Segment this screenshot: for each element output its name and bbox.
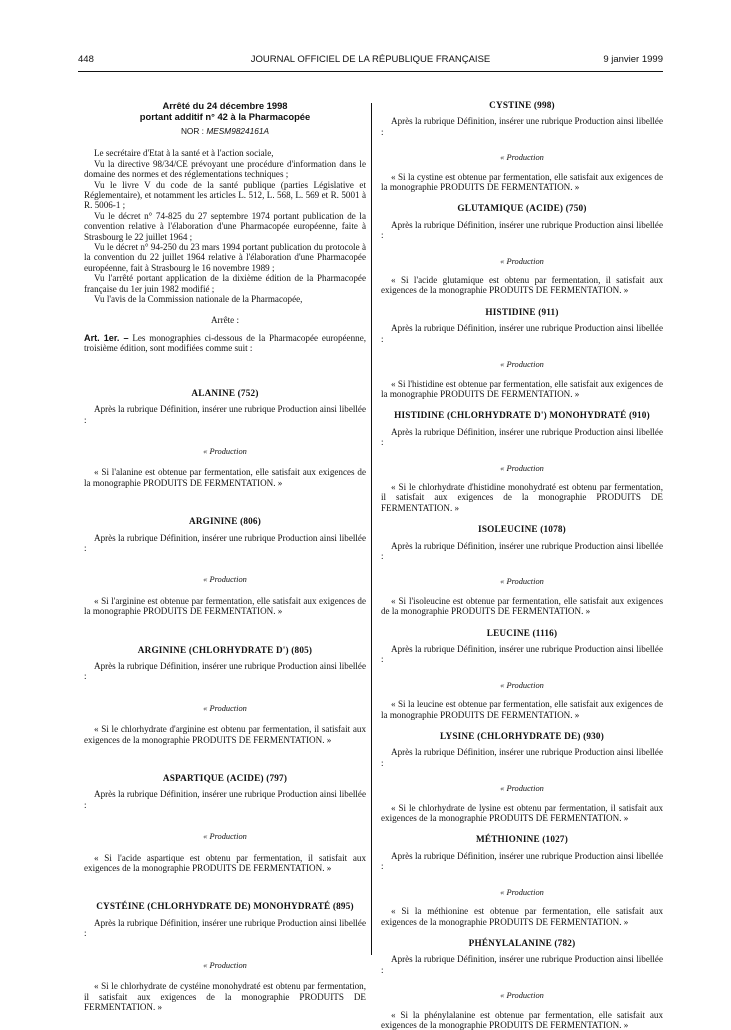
article-label: Art. 1er. –: [84, 332, 129, 343]
section-intro: Après la rubrique Définition, insérer une rubrique Production ainsi libellée :: [381, 644, 663, 665]
section-heading: ARGININE (806): [189, 516, 261, 527]
nor-reference: [84, 126, 366, 136]
monograph-section: [381, 410, 663, 513]
monograph-section: [84, 773, 366, 873]
monograph-section: [84, 388, 366, 488]
production-label: « Production: [500, 153, 544, 163]
monograph-section: [381, 203, 663, 295]
section-heading: HISTIDINE (911): [485, 306, 559, 317]
preamble-paragraph: Vu le décret n° 94-250 du 23 mars 1994 portant publication du protocole à la convention du 22 juillet 1964 relative à l'élaboration d'une Pharmacopée européenne, fait à Strasbourg le 16 novembre 1989 ;: [84, 242, 366, 273]
production-text: « Si le chlorhydrate d'histidine monohydraté est obtenu par fermentation, il satisfait aux exigences de la monographie PRODUITS DE FERMENTATION. »: [381, 481, 663, 513]
section-heading: ASPARTIQUE (ACIDE) (797): [162, 773, 288, 784]
section-heading: HISTIDINE (CHLORHYDRATE D') MONOHYDRATÉ (910): [394, 410, 650, 421]
production-text: « Si l'isoleucine est obtenue par fermentation, elle satisfait aux exigences de la monographie PRODUITS DE FERMENTATION. »: [381, 595, 663, 617]
production-label: « Production: [500, 680, 544, 690]
preamble-paragraph: Vu l'arrêté portant application de la dixième édition de la Pharmacopée française du 1er juin 1982 modifié ;: [84, 273, 366, 294]
arrete-title-line-2: portant additif n° 42 à la Pharmacopée: [139, 111, 311, 122]
section-heading: MÉTHIONINE (1027): [476, 834, 568, 845]
production-label: « Production: [203, 703, 247, 713]
preamble-paragraph: Vu le livre V du code de la santé publique (parties Législative et Réglementaire), et notamment les articles L. 512, L. 568, L. 569 et R. 5001 à R. 5006-1 ;: [84, 179, 366, 211]
production-text: « Si l'arginine est obtenue par fermentation, elle satisfait aux exigences de la monographie PRODUITS DE FERMENTATION. »: [84, 595, 366, 617]
monograph-section: [381, 731, 663, 823]
section-intro: Après la rubrique Définition, insérer une rubrique Production ainsi libellée :: [84, 789, 366, 810]
preamble-paragraph: Vu le décret n° 74-825 du 27 septembre 1974 portant publication de la convention relative à l'élaboration d'une Pharmacopée européenne, faite à Strasbourg le 22 juillet 1964 ;: [84, 210, 366, 242]
section-intro: Après la rubrique Définition, insérer une rubrique Production ainsi libellée :: [381, 954, 663, 975]
section-intro: Après la rubrique Définition, insérer une rubrique Production ainsi libellée :: [381, 426, 663, 448]
production-text: « Si l'acide glutamique est obtenu par fermentation, il satisfait aux exigences de la monographie PRODUITS DE FERMENTATION. »: [381, 275, 663, 296]
section-intro: Après la rubrique Définition, insérer une rubrique Production ainsi libellée :: [84, 404, 366, 425]
production-label: « Production: [500, 577, 544, 587]
monograph-section: [84, 516, 366, 616]
section-heading: PHÉNYLALANINE (782): [468, 937, 576, 948]
production-text: « Si l'alanine est obtenue par fermentation, elle satisfait aux exigences de la monographie PRODUITS DE FERMENTATION. »: [84, 467, 366, 488]
preamble-paragraph: Vu la directive 98/34/CE prévoyant une procédure d'information dans le domaine des normes et des réglementations techniques ;: [84, 158, 366, 180]
production-label: « Production: [500, 887, 544, 897]
monograph-section: [381, 307, 663, 399]
arrete-title: [84, 100, 366, 122]
section-heading: ALANINE (752): [191, 387, 259, 398]
page-header: [78, 54, 663, 70]
right-column: [381, 100, 663, 1030]
nor-label: NOR :: [180, 126, 204, 136]
production-label: « Production: [500, 256, 544, 266]
preamble-paragraph: Vu l'avis de la Commission nationale de la Pharmacopée,: [94, 294, 303, 305]
article-1: [84, 333, 366, 354]
monograph-section: [381, 524, 663, 616]
production-text: « Si la phénylalanine est obtenue par fermentation, elle satisfait aux exigences de la monographie PRODUITS DE FERMENTATION. »: [381, 1009, 663, 1030]
page-number: 448: [78, 54, 94, 65]
preamble-paragraph: Le secrétaire d'Etat à la santé et à l'action sociale,: [94, 148, 274, 159]
left-column: [84, 100, 366, 1012]
production-label: « Production: [500, 360, 544, 370]
section-heading: ARGININE (CHLORHYDRATE D') (805): [137, 644, 313, 655]
section-intro: Après la rubrique Définition, insérer une rubrique Production ainsi libellée :: [84, 532, 366, 553]
section-heading: LYSINE (CHLORHYDRATE DE) (930): [440, 731, 604, 742]
monograph-section: [381, 628, 663, 720]
section-intro: Après la rubrique Définition, insérer une rubrique Production ainsi libellée :: [381, 747, 663, 768]
section-heading: LEUCINE (1116): [486, 627, 558, 638]
production-label: « Production: [203, 832, 247, 842]
section-intro: Après la rubrique Définition, insérer une rubrique Production ainsi libellée :: [381, 540, 663, 561]
section-heading: ISOLEUCINE (1078): [478, 524, 566, 535]
column-divider: [371, 103, 372, 955]
monograph-section: [84, 645, 366, 745]
section-intro: Après la rubrique Définition, insérer une rubrique Production ainsi libellée :: [381, 323, 663, 344]
monograph-section: [381, 938, 663, 1030]
section-heading: CYSTÉINE (CHLORHYDRATE DE) MONOHYDRATÉ (895): [96, 901, 354, 912]
section-intro: Après la rubrique Définition, insérer une rubrique Production ainsi libellée :: [381, 116, 663, 137]
section-heading: GLUTAMIQUE (ACIDE) (750): [457, 203, 587, 214]
production-text: « Si la cystine est obtenue par fermentation, elle satisfait aux exigences de la monographie PRODUITS DE FERMENTATION. »: [381, 171, 663, 193]
journal-title: JOURNAL OFFICIEL DE LA RÉPUBLIQUE FRANÇAISE: [250, 54, 491, 65]
issue-date: 9 janvier 1999: [603, 54, 663, 65]
arrete-title-line-1: Arrêté du 24 décembre 1998: [162, 100, 288, 111]
section-intro: Après la rubrique Définition, insérer une rubrique Production ainsi libellée :: [84, 917, 366, 939]
production-text: « Si le chlorhydrate d'arginine est obtenu par fermentation, il satisfait aux exigences de la monographie PRODUITS DE FERMENTATION. »: [84, 724, 366, 745]
production-text: « Si l'acide aspartique est obtenu par fermentation, il satisfait aux exigences de la monographie PRODUITS DE FERMENTATION. »: [84, 852, 366, 874]
article-text: Les monographies ci-dessous de la Pharmacopée européenne, troisième édition, sont modifiées comme suit :: [84, 332, 366, 354]
section-intro: Après la rubrique Définition, insérer une rubrique Production ainsi libellée :: [381, 850, 663, 872]
section-intro: Après la rubrique Définition, insérer une rubrique Production ainsi libellée :: [381, 219, 663, 241]
production-label: « Production: [203, 575, 247, 585]
production-text: « Si le chlorhydrate de cystéine monohydraté est obtenu par fermentation, il satisfait aux exigences de la monographie PRODUITS DE FERMENTATION. »: [84, 981, 366, 1012]
production-text: « Si la méthionine est obtenue par fermentation, elle satisfait aux exigences de la monographie PRODUITS DE FERMENTATION. »: [381, 906, 663, 927]
arrete-word: Arrête :: [210, 314, 240, 325]
production-label: « Production: [500, 463, 544, 473]
monograph-section: [381, 834, 663, 926]
header-rule: [78, 71, 663, 72]
monograph-section: [84, 901, 366, 1012]
production-text: « Si le chlorhydrate de lysine est obtenu par fermentation, il satisfait aux exigences de la monographie PRODUITS DE FERMENTATION. »: [381, 802, 663, 824]
production-text: « Si l'histidine est obtenue par fermentation, elle satisfait aux exigences de la monographie PRODUITS DE FERMENTATION. »: [381, 378, 663, 399]
production-label: « Production: [203, 446, 247, 456]
production-label: « Production: [500, 784, 544, 794]
section-intro: Après la rubrique Définition, insérer une rubrique Production ainsi libellée :: [84, 661, 366, 682]
production-text: « Si la leucine est obtenue par fermentation, elle satisfait aux exigences de la monographie PRODUITS DE FERMENTATION. »: [381, 699, 663, 720]
nor-value: MESM9824161A: [206, 126, 270, 136]
production-label: « Production: [500, 991, 544, 1001]
section-heading: CYSTINE (998): [489, 100, 555, 110]
production-label: « Production: [203, 960, 247, 970]
monograph-section: [381, 100, 663, 192]
